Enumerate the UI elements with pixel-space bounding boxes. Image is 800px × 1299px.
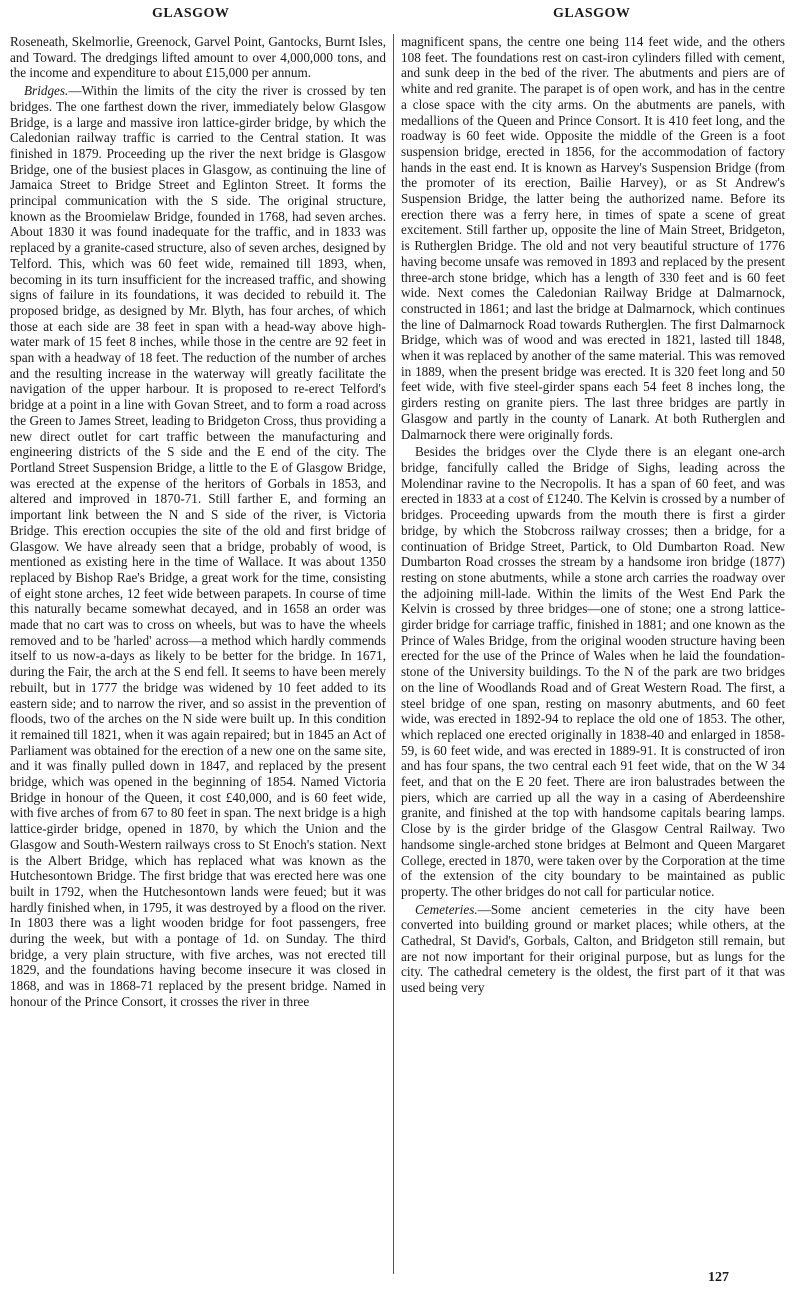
paragraph-text: magnificent spans, the centre one being 114 feet wide, and the others 108 feet. The foundations rest on cast-iron cylinders filled with cement, and sunk deep in the bed of the river. The abutments and piers are of white and red granite. The parapet is of open work, and has in the centre a close space with the city arms. On the abutments are panels, with medallions of the Queen and Prince Consort. It is 410 feet long, and the roadway is 60 feet wide. Opposite the middle of the Green is a foot suspension bridge, erected in 1856, for the accommodation of factory hands in the east end. It is known as Harvey's Suspension Bridge (from the promoter of its erection, Bailie Harvey), or as St Andrew's Suspension Bridge, the latter being the authorized name. Before its erection there was a ferry here, in times of spate a scene of great excitement. Still farther up, opposite the line of Main Street, Bridgeton, is Rutherglen Bridge. The old and not very beautiful structure of 1776 having become unsafe was removed in 1893 and replaced by the present three-arch stone bridge, which has a length of 330 feet and is 60 feet wide. Next comes the Caledonian Railway Bridge at Dalmarnock, constructed in 1861; and last the bridge at Dalmarnock, which continues the line of Dalmarnock Road towards Rutherglen. The first Dalmarnock Bridge, which was of wood and was erected in 1821, lasted till 1848, when it was replaced by another of the same material. This was removed in 1889, when the present bridge was erected. It is 320 feet long and 50 feet wide, with five steel-girder spans each 54 feet 8 inches long, the girders resting on granite piers. The last three bridges are partly in Glasgow and partly in the county of Lanark. At both Rutherglen and Dalmarnock there were originally fords. <box>401 34 785 442</box>
paragraph-text: Besides the bridges over the Clyde there is an elegant one-arch bridge, fancifully called the Bridge of Sighs, leading across the Molendinar ravine to the Necropolis. It has a span of 60 feet, and was erected in 1833 at a cost of £1240. The Kelvin is crossed by a number of bridges. Proceeding upwards from the mouth there is first a girder bridge, by which the Stobcross railway crosses; then a bridge, for a continuation of Bridge Street, Partick, to Old Dumbarton Road. New Dumbarton Road crosses the stream by a handsome iron bridge (1877) resting on stone abutments, while a stone arch carries the roadway over the adjoining mill-lade. Within the limits of the West End Park the Kelvin is crossed by three bridges—one of stone; one a strong lattice-girder bridge for carriage traffic, finished in 1881; and one known as the Prince of Wales Bridge, from the original wooden structure having been erected for the use of the Prince of Wales when he laid the foundation-stone of the University buildings. To the N of the park are two bridges on the line of Woodlands Road and of Great Western Road. The first, a steel bridge of one span, resting on masonry abutments, and 60 feet wide, was erected in 1892-94 to replace the old one of 1853. The other, which replaced one erected originally in 1838-40 and enlarged in 1858-59, is 60 feet wide, and was erected in 1889-91. It is constructed of iron and has four spans, the two central each 91 feet wide, that on the W 34 feet, and that on the E 20 feet. There are iron balustrades between the piers, which are carried up all the way in a casing of Aberdeenshire granite, and finished at the top with handsome capitals bearing lamps. Close by is the girder bridge of the Glasgow Central Railway. Two handsome single-arched stone bridges at Belmont and Queen Margaret College, erected in 1870, were taken over by the Corporation at the time of the extension of the city boundary to be maintained as public property. The other bridges do not call for particular notice. <box>401 444 785 899</box>
column-divider <box>393 34 394 1274</box>
page-number: 127 <box>708 1270 729 1285</box>
paragraph-text: —Some ancient cemeteries in the city have been converted into building ground or market places; while others, at the Cathedral, St David's, Gorbals, Calton, and Bridgeton still remain, but are not now important for their original purpose, but as lungs for the city. The cathedral cemetery is the oldest, the first part of it that was used being very <box>401 901 785 996</box>
running-header <box>0 6 800 28</box>
running-head-right: GLASGOW <box>553 6 631 21</box>
paragraph <box>10 83 386 1009</box>
paragraph <box>401 34 785 442</box>
paragraph <box>401 444 785 899</box>
section-lead: Cemeteries. <box>415 901 478 917</box>
paragraph <box>10 34 386 81</box>
paragraph-text: Roseneath, Skelmorlie, Greenock, Garvel Point, Gantocks, Burnt Isles, and Toward. The dredgings lifted amount to over 4,000,000 tons, and the income and expenditure to about £15,000 per annum. <box>10 34 386 81</box>
paragraph <box>401 902 785 996</box>
section-lead: Bridges. <box>24 83 69 99</box>
running-head-left: GLASGOW <box>152 6 230 21</box>
right-column <box>401 34 785 996</box>
paragraph-text: —Within the limits of the city the river is crossed by ten bridges. The one farthest down the river, immediately below Glasgow Bridge, is a large and massive iron lattice-girder bridge, by which the Caledonian railway traffic is carried to the Central station. It was finished in 1879. Proceeding up the river the next bridge is Glasgow Bridge, one of the busiest places in Glasgow, as continuing the line of Jamaica Street to Bridge Street and Eglinton Street. It forms the principal communication with the S side. The original structure, known as the Broomielaw Bridge, founded in 1768, had seven arches. About 1830 it was found inadequate for the traffic, and in 1833 was replaced by a granite-cased structure, also of seven arches, designed by Telford. This, which was 60 feet wide, remained till 1893, when, becoming in its turn insufficient for the increased traffic, and showing signs of failure in its foundations, it was decided to rebuild it. The proposed bridge, as designed by Mr. Blyth, has four arches, of which those at each side are 38 feet in span with a head-way above high-water mark of 15 feet 8 inches, while those in the centre are 92 feet in span with a headway of 18 feet. The reduction of the number of arches and the resulting increase in the waterway will greatly facilitate the navigation of the upper harbour. It is proposed to re-erect Telford's bridge at a point in a line with Govan Street, and to form a road across the Green to James Street, leading to Bridgeton Cross, thus providing a new direct outlet for cart traffic between the manufacturing and engineering districts of the S side and the E end of the city. The Portland Street Suspension Bridge, a little to the E of Glasgow Bridge, was erected at the expense of the heritors of Gorbals in 1853, and altered and improved in 1870-71. Still farther E, and forming an important link between the N and S side of the river, is Victoria Bridge. This erection occupies the site of the old and first bridge of Glasgow. We have already seen that a bridge, probably of wood, is mentioned as existing here in the time of Wallace. It was about 1350 replaced by Bishop Rae's Bridge, a great work for the time, consisting of eight stone arches, 12 feet wide between parapets. In course of time this naturally became somewhat decayed, and in 1658 an order was made that no cart was to cross on wheels, but was to have the wheels removed and to be 'harled' across—a method which hardly commends itself to us now-a-days as likely to be better for the bridge. In 1671, during the Fair, the arch at the S end fell. It seems to have been merely rebuilt, but in 1777 the bridge was widened by 10 feet added to its eastern side; and to narrow the river, and so assist in the prevention of floods, two of the arches on the N side were built up. In this condition it remained till 1821, when it was again repaired; but in 1845 an Act of Parliament was obtained for the erection of a new one on the same site, and it was finally pulled down in 1847, and replaced by the present bridge, which was opened in the beginning of 1854. Named Victoria Bridge in honour of the Queen, it cost £40,000, and is 60 feet wide, with five arches of from 67 to 80 feet in span. The next bridge is a high lattice-girder bridge, opened in 1870, by which the Union and the Glasgow and South-Western railways cross to St Enoch's station. Next is the Albert Bridge, which has replaced what was known as the Hutchesontown Bridge. The first bridge that was erected here was one built in 1792, when the Hutchesontown lands were feued; but it was hardly finished when, in 1795, it was destroyed by a flood on the river. In 1803 there was a light wooden bridge for foot passengers, free during the week, but with a pontage of 1d. on Sunday. The third bridge, a very plain structure, with five arches, was not erected till 1829, and the foundations having become insecure it was closed in 1868, and was in 1868-71 replaced by the present bridge. Named in honour of the Prince Consort, it crosses the river in three <box>10 83 386 1009</box>
left-column <box>10 34 386 1010</box>
